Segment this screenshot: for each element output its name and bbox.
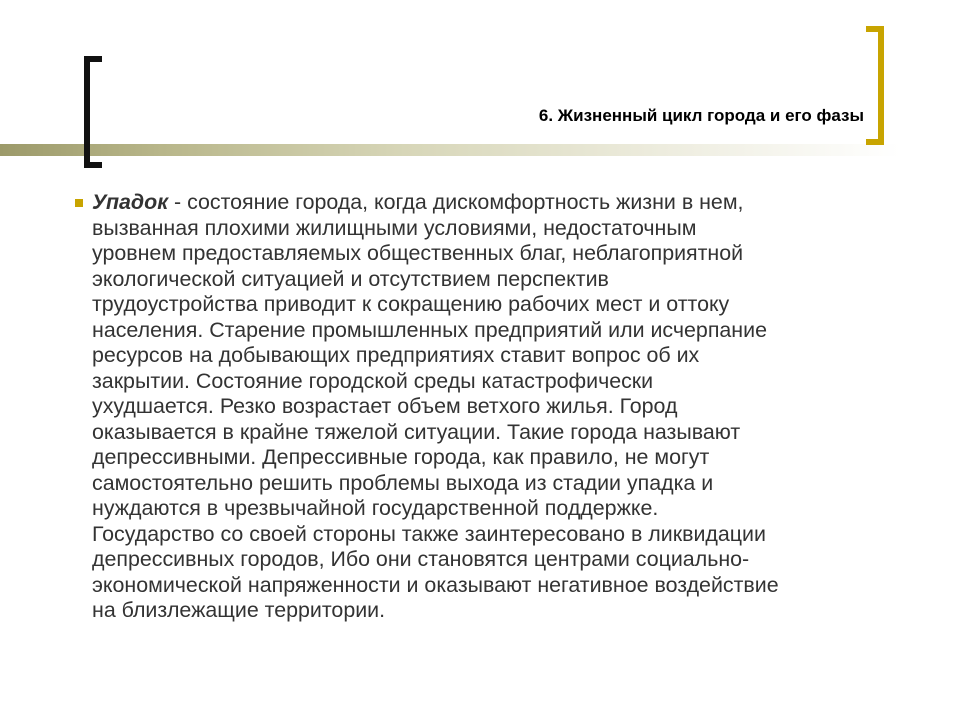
- paragraph-line: самостоятельно решить проблемы выхода из стадии упадка и: [92, 470, 714, 495]
- left-bracket-decoration: [84, 56, 102, 168]
- slide-title: 6. Жизненный цикл города и его фазы: [538, 106, 864, 125]
- paragraph-line: населения. Старение промышленных предприятий или исчерпание: [92, 317, 767, 342]
- paragraph-line: закрытии. Состояние городской среды катастрофически: [92, 368, 654, 393]
- paragraph-line: трудоустройства приводит к сокращению рабочих мест и оттоку: [92, 292, 730, 316]
- bullet-paragraph: [92, 190, 952, 624]
- paragraph-line: на близлежащие территории.: [92, 598, 386, 622]
- paragraph-line: уровнем предоставляемых общественных благ, неблагоприятной: [92, 241, 744, 265]
- paragraph-line: ресурсов на добывающих предприятиях ставит вопрос об их: [92, 343, 700, 367]
- square-bullet-icon: [75, 199, 83, 207]
- paragraph-line: депрессивных городов, Ибо они становятся центрами социально-: [92, 547, 750, 571]
- paragraph-line: ухудшается. Резко возрастает объем ветхого жилья. Город: [92, 394, 678, 418]
- paragraph-line: оказывается в крайне тяжелой ситуации. Такие города называют: [92, 419, 741, 444]
- paragraph-line: Государство со своей стороны также заинтересовано в ликвидации: [92, 521, 766, 546]
- right-bracket-decoration: [866, 26, 884, 145]
- paragraph-line: нуждаются в чрезвычайной государственной поддержке.: [92, 496, 659, 520]
- defined-term: Упадок: [92, 190, 169, 214]
- paragraph-line: [92, 190, 952, 216]
- paragraph-line: экономической напряженности и оказывают негативное воздействие: [92, 572, 779, 597]
- paragraph-line: экологической ситуацией и отсутствием перспектив: [92, 266, 609, 291]
- paragraph-line-text: - состояние города, когда дискомфортность жизни в нем,: [168, 190, 744, 214]
- paragraph-line: вызванная плохими жилищными условиями, недостаточным: [92, 215, 697, 240]
- title-underline-band: [0, 144, 900, 156]
- paragraph-line: депрессивными. Депрессивные города, как правило, не могут: [92, 445, 710, 469]
